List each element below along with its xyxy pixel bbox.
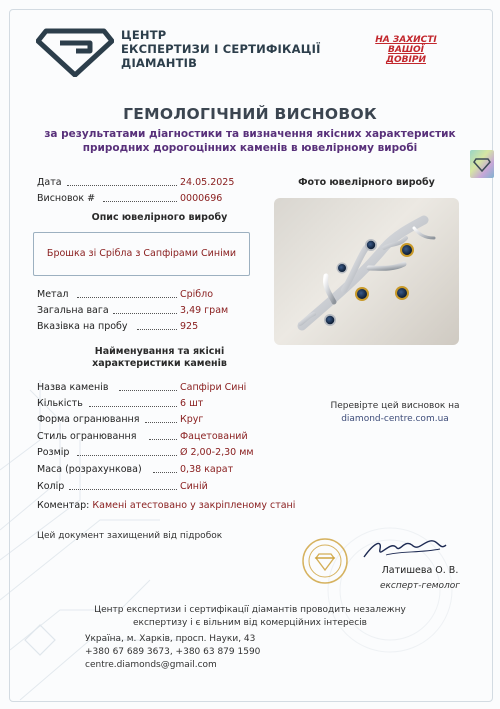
stone-row-label: Маса (розрахункова) xyxy=(37,464,142,475)
number-label: Висновок # xyxy=(37,193,96,204)
dotted-leader xyxy=(153,472,177,473)
org-name-line1: ЦЕНТР xyxy=(121,28,167,42)
brooch-image xyxy=(274,198,459,345)
dotted-leader xyxy=(77,455,177,456)
subtitle-line1: за результатами діагностики та визначення якісних характеристик xyxy=(44,128,456,140)
jewel-photo xyxy=(274,198,459,345)
weight-label: Загальна вага xyxy=(37,305,109,316)
metal-value: Срібло xyxy=(180,289,214,300)
footer-email[interactable]: centre.diamonds@gmail.com xyxy=(85,660,217,670)
stone-row xyxy=(37,414,277,427)
metal-row xyxy=(37,289,277,302)
dotted-leader xyxy=(113,313,177,314)
verify-block xyxy=(300,400,490,426)
footer-phones: +380 67 689 3673, +380 63 879 1590 xyxy=(85,647,261,657)
jewel-description: Брошка зі Срібла з Сапфірами Синіми xyxy=(33,232,250,276)
dotted-leader xyxy=(67,185,177,186)
stone-row-value: Ø 2,00-2,30 мм xyxy=(180,447,254,458)
stone-row-label: Колір xyxy=(37,481,65,492)
stone-row xyxy=(37,481,277,494)
dotted-leader xyxy=(149,439,177,440)
stone-row-label: Розмір xyxy=(37,447,70,458)
verify-link[interactable]: diamond-centre.com.ua xyxy=(341,414,449,424)
stone-row-label: Кількість xyxy=(37,398,83,409)
protected-note: Цей документ захищений від підробок xyxy=(37,531,223,541)
weight-value: 3,49 грам xyxy=(180,305,229,316)
jewel-section-title: Опис ювелірного виробу xyxy=(91,212,228,223)
dotted-leader xyxy=(137,329,177,330)
stone-row-value: Фацетований xyxy=(180,431,248,442)
subtitle-line2: природних дорогоцінних каменів в ювелірному виробі xyxy=(82,141,418,154)
number-value: 0000696 xyxy=(180,193,223,204)
footer-line2: експертизу і є вільним від комерційних інтересів xyxy=(133,618,367,628)
hallmark-label: Вказівка на пробу xyxy=(37,321,128,332)
diamond-logo-icon xyxy=(36,25,114,77)
stone-row-value: Синій xyxy=(180,481,208,492)
footer-line1: Центр експертизи і сертифікації діамантів проводить незалежну xyxy=(94,605,406,615)
date-value: 24.05.2025 xyxy=(180,177,235,188)
dotted-leader xyxy=(119,390,177,391)
seal-stamp-icon xyxy=(300,536,350,586)
stone-row xyxy=(37,431,277,444)
stone-row xyxy=(37,447,277,460)
dotted-leader xyxy=(69,489,177,490)
hallmark-value: 925 xyxy=(180,321,199,332)
stamp-line3: ДОВІРИ xyxy=(385,55,426,65)
stone-row-value: 0,38 карат xyxy=(180,464,234,475)
footer-contacts xyxy=(85,633,260,672)
stone-row xyxy=(37,382,277,395)
stone-row-label: Форма огранювання xyxy=(37,414,140,425)
stone-row-value: 6 шт xyxy=(180,398,204,409)
hologram-sticker-icon xyxy=(470,150,494,178)
stamp-line1: НА ЗАХИСТІ xyxy=(375,35,437,45)
comment-row xyxy=(37,500,295,511)
stone-row xyxy=(37,398,277,411)
footer-address: Україна, м. Харків, просп. Науки, 43 xyxy=(85,634,256,644)
weight-row xyxy=(37,305,277,318)
stamp-line2: ВАШОЇ xyxy=(388,45,424,55)
dotted-leader xyxy=(103,201,177,202)
date-row xyxy=(37,177,277,190)
organization-name xyxy=(121,28,321,70)
footer-statement xyxy=(85,604,415,630)
stone-row xyxy=(37,464,277,477)
expert-role: експерт-гемолог xyxy=(379,581,461,591)
comment-label: Коментар: xyxy=(37,500,90,511)
document-subtitle xyxy=(0,128,500,155)
stone-row-label: Стиль огранювання xyxy=(37,431,137,442)
hallmark-row xyxy=(37,321,277,334)
photo-title: Фото ювелірного виробу xyxy=(298,177,435,188)
comment-value: Камені атестовано у закріпленому стані xyxy=(92,500,296,511)
document-title: ГЕМОЛОГІЧНИЙ ВИСНОВОК xyxy=(123,105,377,123)
dotted-leader xyxy=(77,297,177,298)
signature-image xyxy=(360,533,450,567)
verify-text: Перевірте цей висновок на xyxy=(330,401,460,411)
dotted-leader xyxy=(145,422,177,423)
trust-stamp xyxy=(366,35,446,65)
dotted-leader xyxy=(89,406,177,407)
stones-title-line2: характеристики каменів xyxy=(92,358,227,369)
stone-row-value: Сапфіри Сині xyxy=(180,382,247,393)
stones-title-line1: Найменування та якісні xyxy=(94,346,225,357)
expert-name: Латишева О. В. xyxy=(381,565,459,576)
metal-label: Метал xyxy=(37,289,69,300)
stone-row-label: Назва каменів xyxy=(37,382,109,393)
org-name-line2: ЕКСПЕРТИЗИ І СЕРТИФІКАЦІЇ xyxy=(121,42,321,56)
stone-row-value: Круг xyxy=(180,414,204,425)
org-name-line3: ДІАМАНТІВ xyxy=(121,56,198,70)
stones-section-title xyxy=(37,346,282,370)
number-row xyxy=(37,193,277,206)
date-label: Дата xyxy=(37,177,62,188)
